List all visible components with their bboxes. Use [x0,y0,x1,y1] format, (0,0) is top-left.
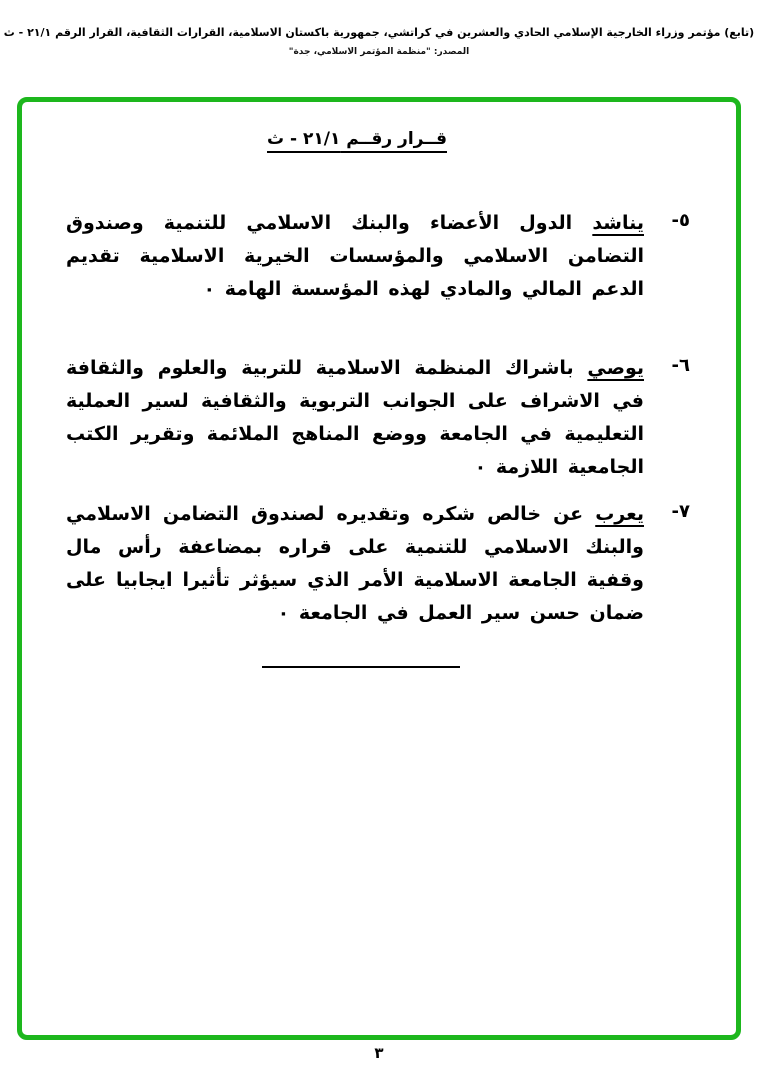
closing-divider [262,666,460,668]
source-line: المصدر: "منظمة المؤتمر الاسلامي، جدة" [288,47,470,57]
item-keyword: يعرب [595,503,644,525]
item-text [66,498,644,630]
resolution-title: قــرار رقــم ٢١/١ - ث [267,129,447,149]
item-number: ٧- [671,501,690,522]
resolution-item [66,207,690,306]
resolution-item [66,352,690,484]
resolution-item [66,498,690,630]
item-rest: الدول الأعضاء والبنك الاسلامي للتنمية وصندوق التضامن الاسلامي والمؤسسات الخيرية الاسلامية تقديم الدعم المالي والمادي لهذه المؤسسة الهامة ٠ [66,212,644,300]
page-number: ٣ [374,1044,384,1062]
resolution-items [22,207,736,630]
document-frame [17,97,741,1040]
item-number: ٦- [671,355,690,376]
item-rest: باشراك المنظمة الاسلامية للتربية والعلوم والثقافة في الاشراف على الجوانب التربوية والثقافية لسير العملية التعليمية في الجامعة ووضع المناهج الملائمة وتقرير الكتب الجامعية اللازمة ٠ [66,357,644,478]
item-keyword: يوصي [587,357,644,379]
item-number: ٥- [671,210,690,231]
item-keyword: يناشد [592,212,644,234]
item-text [66,352,644,484]
page-header [0,26,758,57]
item-rest: عن خالص شكره وتقديره لصندوق التضامن الاسلامي والبنك الاسلامي للتنمية على قراره بمضاعفة رأس مال وقفية الجامعة الاسلامية الأمر الذي سيؤثر تأثيرا ايجابيا على ضمان حسن سير العمل في الجامعة ٠ [66,503,644,624]
item-text [66,207,644,306]
header-continuation-line: (تابع) مؤتمر وزراء الخارجية الإسلامي الحادي والعشرين في كراتشي، جمهورية باكستان الاسلامية، القرارات الثقافية، القرار الرقم ٢١/١ - ث [3,26,755,39]
